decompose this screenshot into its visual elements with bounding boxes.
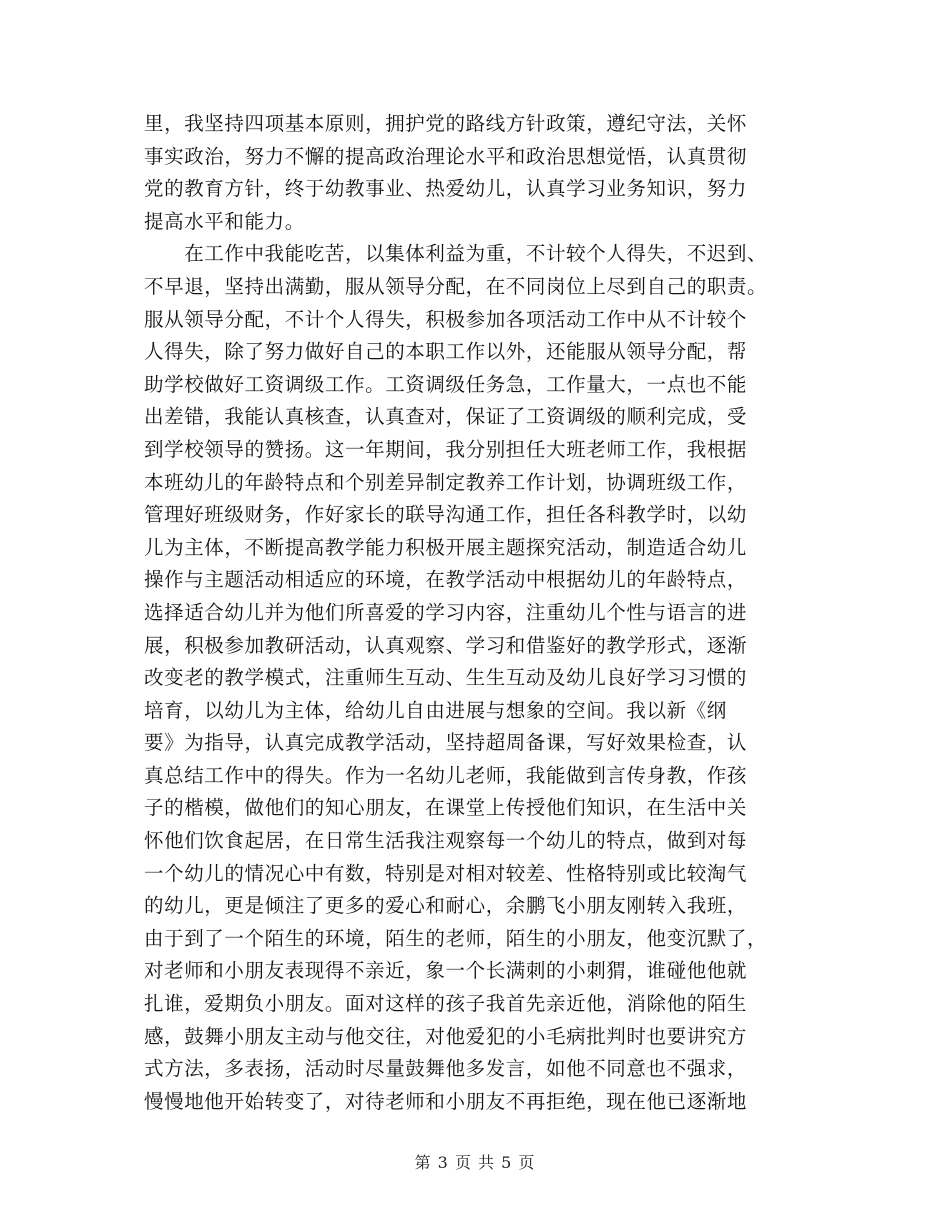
text-line: 事实政治，努力不懈的提高政治理论水平和政治思想觉悟，认真贯彻 xyxy=(144,144,748,168)
text-line: 一个幼儿的情况心中有数，特别是对相对较差、性格特别或比较淘气 xyxy=(144,861,748,885)
text-line: 改变老的教学模式，注重师生互动、生生互动及幼儿良好学习习惯的 xyxy=(144,666,748,690)
page-number-footer: 第 3 页 共 5 页 xyxy=(414,1153,536,1172)
text-line: 的幼儿，更是倾注了更多的爱心和耐心，余鹏飞小朋友刚转入我班， xyxy=(144,894,748,918)
text-line: 对老师和小朋友表现得不亲近，象一个长满刺的小刺猬，谁碰他他就 xyxy=(144,959,748,983)
text-line: 儿为主体，不断提高教学能力积极开展主题探究活动，制造适合幼儿 xyxy=(144,535,748,559)
text-line: 助学校做好工资调级工作。工资调级任务急，工作量大，一点也不能 xyxy=(144,372,748,396)
text-line: 本班幼儿的年龄特点和个别差异制定教养工作计划，协调班级工作， xyxy=(144,470,748,494)
text-line: 在工作中我能吃苦，以集体利益为重，不计较个人得失，不迟到、 xyxy=(144,242,768,266)
text-line: 感，鼓舞小朋友主动与他交往，对他爱犯的小毛病批判时也要讲究方 xyxy=(144,1024,748,1048)
text-line: 由于到了一个陌生的环境，陌生的老师，陌生的小朋友，他变沉默了， xyxy=(144,926,768,950)
text-line: 服从领导分配，不计个人得失，积极参加各项活动工作中从不计较个 xyxy=(144,307,748,331)
text-line: 不早退，坚持出满勤，服从领导分配，在不同岗位上尽到自己的职责。 xyxy=(144,274,768,298)
text-line: 操作与主题活动相适应的环境，在教学活动中根据幼儿的年龄特点， xyxy=(144,568,748,592)
text-line: 选择适合幼儿并为他们所喜爱的学习内容，注重幼儿个性与语言的进 xyxy=(144,600,748,624)
text-line: 到学校领导的赞扬。这一年期间，我分别担任大班老师工作，我根据 xyxy=(144,437,748,461)
text-line: 子的楷模，做他们的知心朋友，在课堂上传授他们知识，在生活中关 xyxy=(144,796,748,820)
text-line: 人得失，除了努力做好自己的本职工作以外，还能服从领导分配，帮 xyxy=(144,340,748,364)
text-line: 里，我坚持四项基本原则，拥护党的路线方针政策，遵纪守法，关怀 xyxy=(144,112,748,135)
text-line: 培育，以幼儿为主体，给幼儿自由进展与想象的空间。我以新《纲 xyxy=(144,698,727,722)
text-line: 出差错，我能认真核查，认真查对，保证了工资调级的顺利完成，受 xyxy=(144,405,748,429)
text-line: 扎谁，爱期负小朋友。面对这样的孩子我首先亲近他，消除他的陌生 xyxy=(144,992,748,1016)
text-line: 展，积极参加教研活动，认真观察、学习和借鉴好的教学形式，逐渐 xyxy=(144,633,748,657)
text-line: 式方法，多表扬，活动时尽量鼓舞他多发言，如他不同意也不强求， xyxy=(144,1057,748,1081)
text-line: 党的教育方针，终于幼教事业、热爱幼儿，认真学习业务知识，努力 xyxy=(144,177,748,201)
body-text xyxy=(144,108,804,1118)
text-line: 真总结工作中的得失。作为一名幼儿老师，我能做到言传身教，作孩 xyxy=(144,763,748,787)
text-line: 提高水平和能力。 xyxy=(144,209,305,233)
text-line: 怀他们饮食起居，在日常生活我注观察每一个幼儿的特点，做到对每 xyxy=(144,829,748,853)
text-line: 管理好班级财务，作好家长的联导沟通工作，担任各科教学时，以幼 xyxy=(144,503,748,527)
text-line: 慢慢地他开始转变了，对待老师和小朋友不再拒绝，现在他已逐渐地 xyxy=(144,1089,748,1113)
text-line: 要》为指导，认真完成教学活动，坚持超周备课，写好效果检查，认 xyxy=(144,731,748,755)
